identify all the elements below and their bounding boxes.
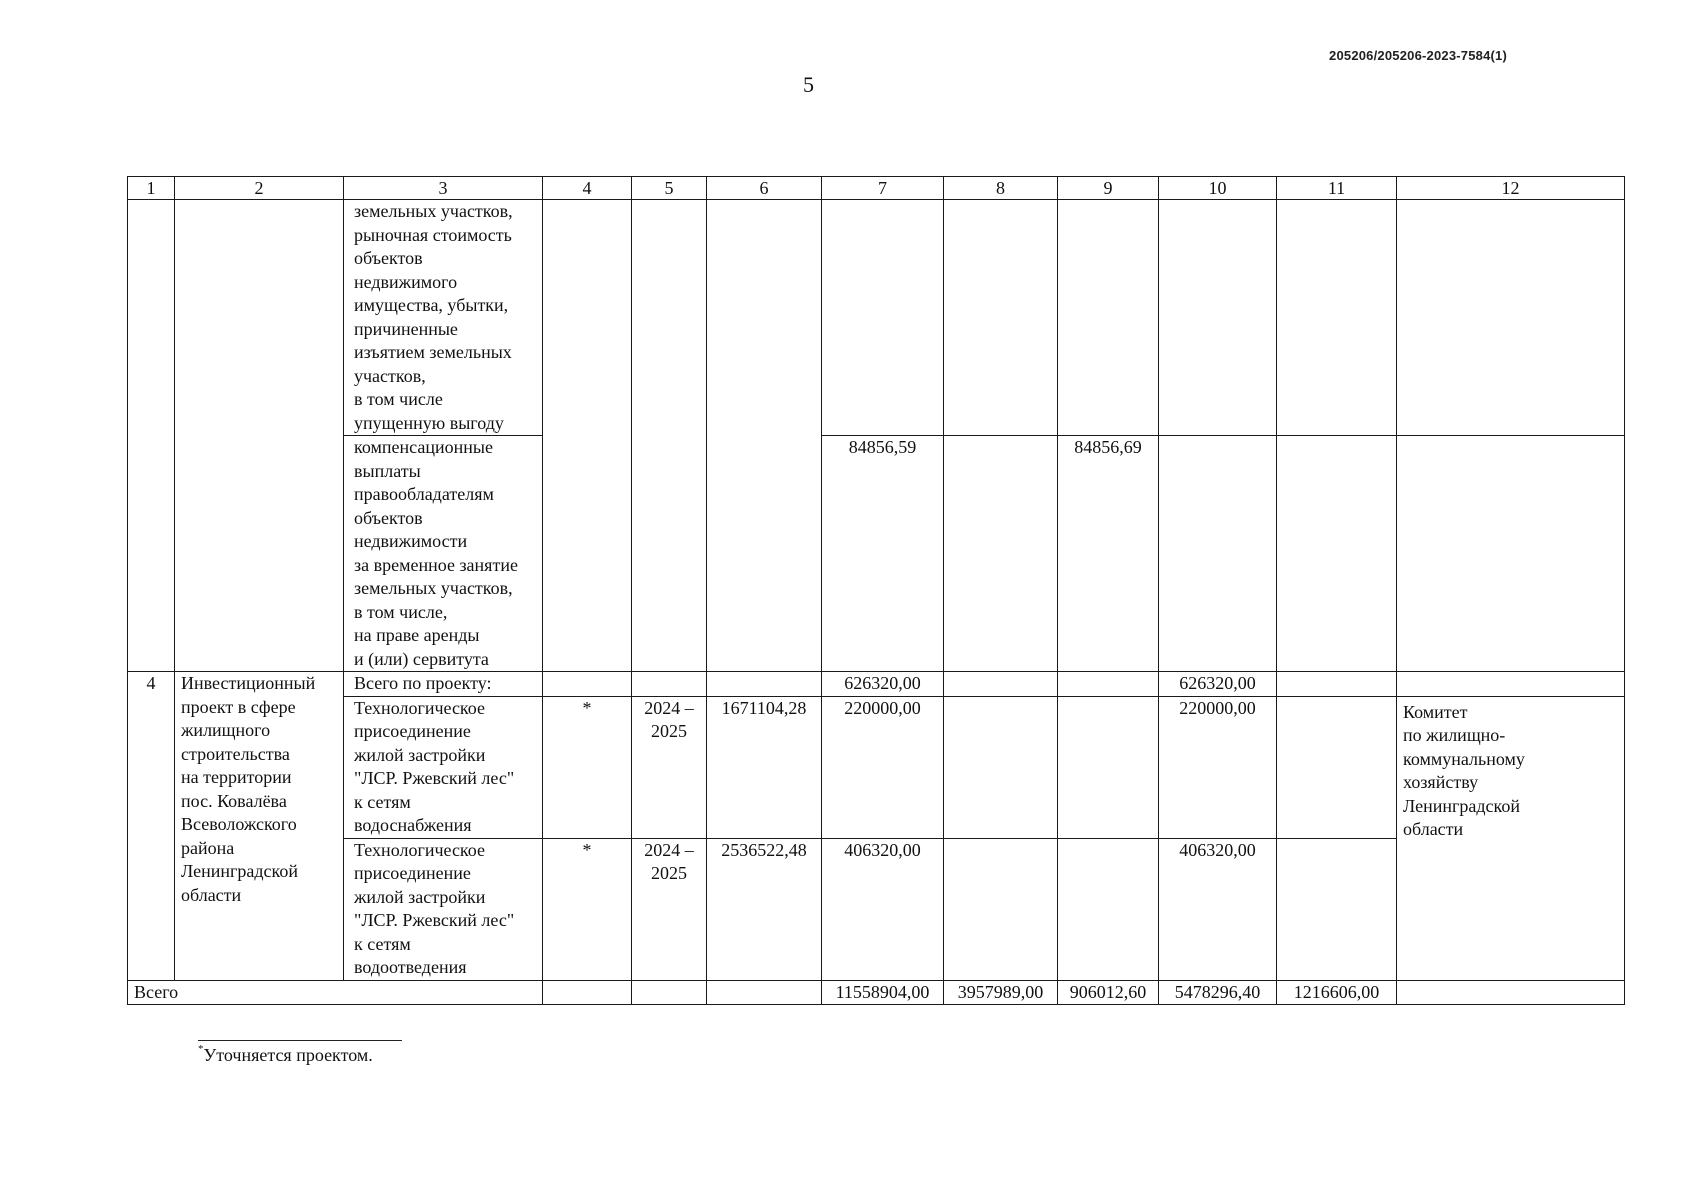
cont-b-value-9: 84856,69 [1058,436,1159,672]
drainage-value-7: 406320,00 [822,838,944,980]
project-name: Инвестиционный проект в сфере жилищного строительства на территории пос. Ковалёва Всеволожского района Ленинградской области [175,672,344,981]
drainage-cell-9 [1058,838,1159,980]
cont-b-cell-10 [1159,436,1277,672]
col-header-11: 11 [1277,177,1397,200]
project-total-cell-5 [632,672,707,697]
cont-a-cell-12 [1397,200,1625,436]
cont-b-value-7: 84856,59 [822,436,944,672]
grand-total-row [128,980,1625,1005]
drainage-description: Технологическое присоединение жилой застройки "ЛСР. Ржевский лес" к сетям водоотведения [344,838,543,980]
cont-cell-5 [632,200,707,672]
water-supply-cell-11 [1277,696,1397,838]
col-header-3: 3 [344,177,543,200]
project-total-cell-12 [1397,672,1625,697]
grand-total-cell-6 [707,980,822,1005]
cont-a-cell-8 [944,200,1058,436]
cont-a-cell-9 [1058,200,1159,436]
project-total-cell-6 [707,672,822,697]
cont-cell-4 [543,200,632,672]
responsible-authority: Комитет по жилищно- коммунальному хозяйству Ленинградской области [1397,696,1625,980]
water-supply-description: Технологическое присоединение жилой застройки "ЛСР. Ржевский лес" к сетям водоснабжения [344,696,543,838]
drainage-cell-11 [1277,838,1397,980]
cont-cell-1 [128,200,175,672]
grand-total-value-8: 3957989,00 [944,980,1058,1005]
drainage-period: 2024 – 2025 [632,838,707,980]
col-header-5: 5 [632,177,707,200]
water-supply-cell-9 [1058,696,1159,838]
footnote-divider [198,1040,402,1041]
footnote-marker: * [198,1043,204,1055]
water-supply-period: 2024 – 2025 [632,696,707,838]
water-supply-value-10: 220000,00 [1159,696,1277,838]
cont-a-cell-11 [1277,200,1397,436]
footnote [198,1045,373,1066]
project-total-value-7: 626320,00 [822,672,944,697]
grand-total-value-10: 5478296,40 [1159,980,1277,1005]
drainage-marker: * [543,838,632,980]
water-supply-value-6: 1671104,28 [707,696,822,838]
cont-description-a: земельных участков, рыночная стоимость объектов недвижимого имущества, убытки, причиненные изъятием земельных участков, в том числе упущенную выгоду [344,200,543,436]
table-row [128,200,1625,436]
grand-total-value-9: 906012,60 [1058,980,1159,1005]
cont-cell-6 [707,200,822,672]
col-header-4: 4 [543,177,632,200]
grand-total-cell-4 [543,980,632,1005]
water-supply-marker: * [543,696,632,838]
drainage-value-6: 2536522,48 [707,838,822,980]
col-header-7: 7 [822,177,944,200]
project-total-cell-4 [543,672,632,697]
header-row [128,177,1625,200]
cont-b-cell-11 [1277,436,1397,672]
grand-total-cell-5 [632,980,707,1005]
project-total-label: Всего по проекту: [344,672,543,697]
cont-a-cell-10 [1159,200,1277,436]
project-total-cell-8 [944,672,1058,697]
footnote-text: Уточняется проектом. [203,1045,373,1065]
drainage-value-10: 406320,00 [1159,838,1277,980]
project-total-cell-11 [1277,672,1397,697]
water-supply-value-7: 220000,00 [822,696,944,838]
grand-total-value-7: 11558904,00 [822,980,944,1005]
col-header-1: 1 [128,177,175,200]
grand-total-label: Всего [128,980,543,1005]
col-header-12: 12 [1397,177,1625,200]
col-header-10: 10 [1159,177,1277,200]
project-total-cell-9 [1058,672,1159,697]
col-header-8: 8 [944,177,1058,200]
table-row [128,696,1625,838]
grand-total-cell-12 [1397,980,1625,1005]
cont-description-b: компенсационные выплаты правообладателям объектов недвижимости за временное занятие земельных участков, в том числе, на праве аренды и (или) сервитута [344,436,543,672]
col-header-2: 2 [175,177,344,200]
project-number: 4 [128,672,175,981]
budget-table [127,176,1625,1005]
grand-total-value-11: 1216606,00 [1277,980,1397,1005]
table-row [128,436,1625,672]
col-header-9: 9 [1058,177,1159,200]
col-header-6: 6 [707,177,822,200]
drainage-cell-8 [944,838,1058,980]
project-total-value-10: 626320,00 [1159,672,1277,697]
page-number: 5 [803,72,814,97]
water-supply-cell-8 [944,696,1058,838]
project-total-row [128,672,1625,697]
cont-b-cell-8 [944,436,1058,672]
cont-a-cell-7 [822,200,944,436]
cont-cell-2 [175,200,344,672]
document-id: 205206/205206-2023-7584(1) [1329,48,1507,63]
cont-b-cell-12 [1397,436,1625,672]
